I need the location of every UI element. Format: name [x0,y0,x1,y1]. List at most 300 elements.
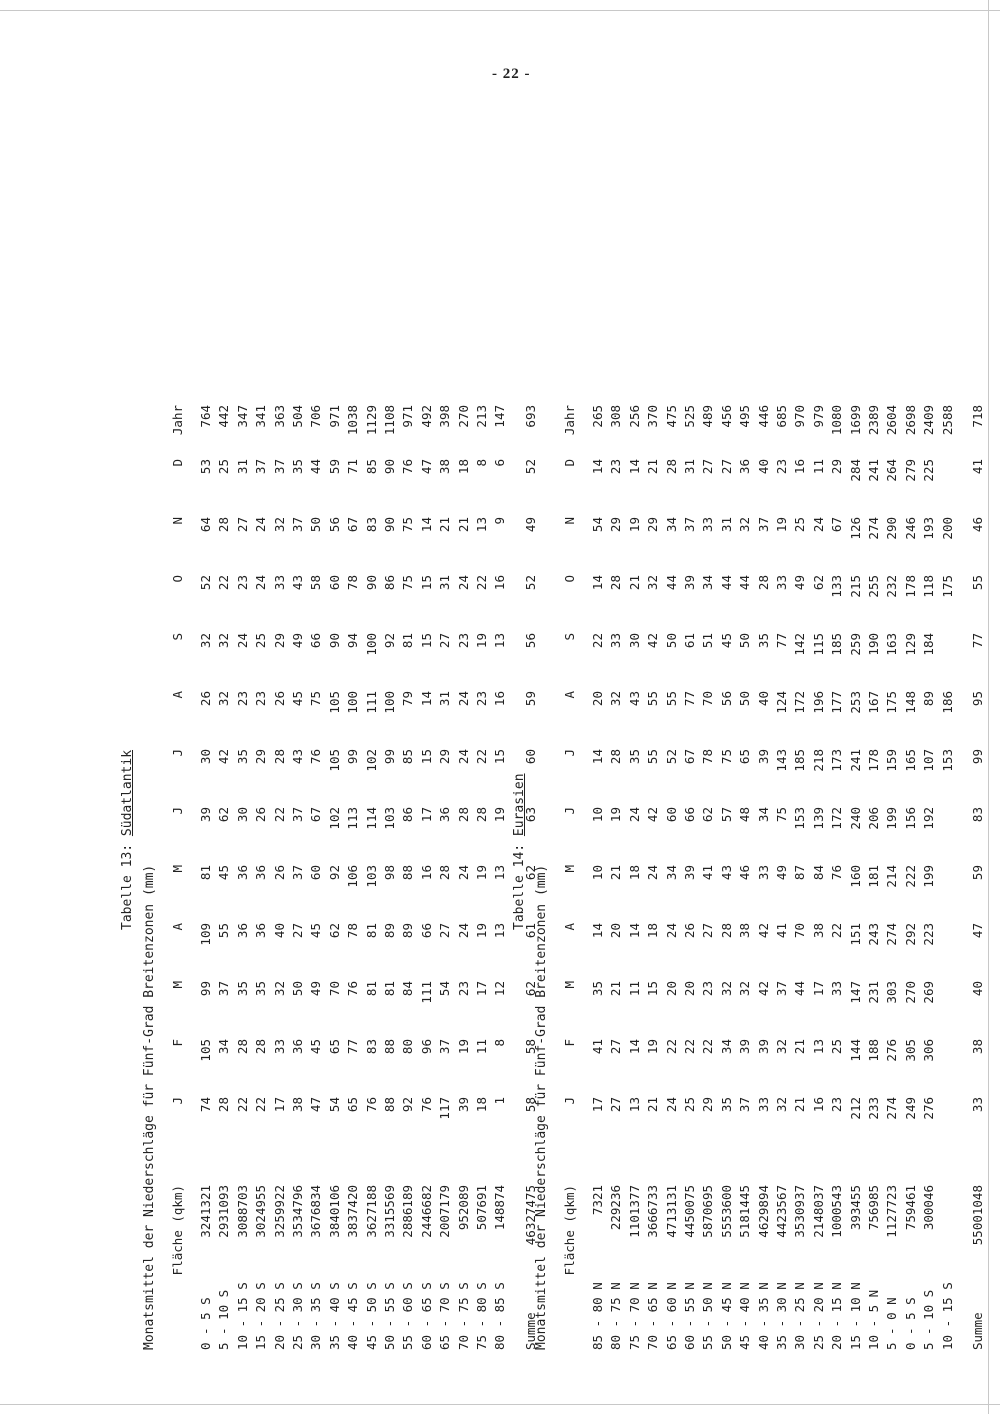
month-cell: 175 [884,691,900,714]
month-cell: 222 [902,865,918,888]
zone-label: 25 - 30 S [290,1282,305,1350]
zone-label: 50 - 55 S [382,1282,397,1350]
month-cell: 33 [271,575,287,591]
month-cell: 53 [198,459,213,475]
zone-label: 20 - 15 N [829,1282,845,1350]
sum-value: 33 [970,1097,985,1113]
month-cell: 94 [345,633,361,649]
zone-label: 60 - 65 S [418,1282,434,1350]
month-cell: 75 [400,575,416,591]
month-cell: 24 [455,691,471,707]
month-cell: 66 [308,633,324,649]
month-cell: 31 [437,575,453,591]
month-cell: 88 [382,1039,397,1055]
annual-cell: 270 [455,405,471,428]
month-cell: 102 [363,749,379,772]
month-cell: 29 [437,749,453,765]
month-cell: 76 [345,981,361,997]
column-header: M [562,865,577,873]
area-cell: 3259922 [271,1185,287,1238]
month-cell: 29 [608,517,624,533]
month-cell: 27 [608,1039,624,1055]
sum-value: 55001048 [970,1185,985,1246]
month-cell: 249 [902,1097,918,1120]
column-header: S [562,633,577,641]
month-cell: 37 [216,981,232,997]
month-cell: 105 [326,691,342,714]
month-cell: 62 [700,807,716,823]
month-cell: 14 [418,517,434,533]
month-cell: 21 [792,1039,808,1055]
month-cell: 23 [455,981,471,997]
month-cell: 66 [418,923,434,939]
annual-cell: 308 [608,405,624,428]
table-row [921,120,939,1350]
month-cell: 98 [382,865,397,881]
column-header: J [562,749,577,757]
annual-cell: 265 [590,405,605,428]
month-cell: 32 [271,981,287,997]
month-cell: 28 [474,807,489,823]
month-cell: 81 [400,633,416,649]
month-cell: 13 [492,865,508,881]
zone-label: 10 - 15 S [234,1282,250,1350]
month-cell: 30 [198,749,213,765]
month-cell: 39 [755,1039,771,1055]
month-cell: 14 [590,575,605,591]
area-cell: 4423567 [774,1185,789,1238]
month-cell: 284 [847,459,863,482]
column-header: M [170,865,185,873]
area-cell: 148874 [492,1185,508,1231]
month-cell: 185 [829,633,845,656]
zone-label: 55 - 50 N [700,1282,716,1350]
month-cell: 21 [645,459,661,475]
area-cell: 4713131 [663,1185,679,1238]
month-cell: 25 [829,1039,845,1055]
table-row [700,120,718,1350]
month-cell: 14 [590,749,605,765]
month-cell: 12 [492,981,508,997]
month-cell: 22 [271,807,287,823]
month-cell: 305 [902,1039,918,1062]
month-cell: 35 [253,981,269,997]
annual-cell: 363 [271,405,287,428]
month-cell: 25 [253,633,269,649]
month-cell: 67 [829,517,845,533]
area-cell: 2446682 [418,1185,434,1238]
sum-value: 38 [970,1039,985,1055]
column-header: A [562,923,577,931]
month-cell: 18 [626,865,642,881]
month-cell: 139 [810,807,826,830]
zone-label: 10 - 5 N [866,1289,881,1350]
month-cell: 24 [626,807,642,823]
area-cell: 4629894 [755,1185,771,1238]
month-cell: 87 [792,865,808,881]
annual-cell: 971 [326,405,342,428]
month-cell: 84 [810,865,826,881]
month-cell: 23 [829,1097,845,1113]
month-cell: 178 [866,749,881,772]
table-row [940,120,958,1350]
month-cell: 78 [700,749,716,765]
month-cell: 215 [847,575,863,598]
month-cell: 24 [253,575,269,591]
month-cell: 274 [884,923,900,946]
sum-value: 52 [522,459,538,475]
month-cell: 99 [198,981,213,997]
area-cell: 3530937 [792,1185,808,1238]
annual-cell: 347 [234,405,250,428]
month-cell: 85 [400,749,416,765]
month-cell: 33 [608,633,624,649]
month-cell: 290 [884,517,900,540]
month-cell: 75 [774,807,789,823]
month-cell: 28 [755,575,771,591]
month-cell: 50 [663,633,679,649]
month-cell: 22 [234,1097,250,1113]
month-cell: 15 [418,633,434,649]
month-cell: 42 [755,981,771,997]
month-cell: 8 [492,1039,508,1047]
month-cell: 44 [718,575,734,591]
table-row [456,120,474,1350]
month-cell: 61 [682,633,697,649]
area-cell: 7321 [590,1185,605,1216]
month-cell: 15 [645,981,661,997]
month-cell: 163 [884,633,900,656]
month-cell: 77 [682,691,697,707]
month-cell: 111 [363,691,379,714]
month-cell: 14 [590,459,605,475]
month-cell: 6 [492,459,508,467]
month-cell: 88 [382,1097,397,1113]
table-row [216,120,234,1350]
month-cell: 92 [326,865,342,881]
month-cell: 14 [590,923,605,939]
month-cell: 90 [382,517,397,533]
month-cell: 8 [474,459,489,467]
table-row [253,120,271,1350]
area-cell: 2886189 [400,1185,416,1238]
month-cell: 199 [921,865,937,888]
area-cell: 756985 [866,1185,881,1231]
month-cell: 37 [774,981,789,997]
column-header: A [170,923,185,931]
month-cell: 16 [492,575,508,591]
month-cell: 9 [492,517,508,525]
table-row [664,120,682,1350]
month-cell: 36 [234,865,250,881]
month-cell: 23 [474,691,489,707]
area-cell: 3315569 [382,1185,397,1238]
sum-value: 60 [522,749,538,765]
month-cell: 20 [608,923,624,939]
column-header: O [170,575,185,583]
zone-label: 10 - 15 S [939,1282,955,1350]
month-cell: 17 [418,807,434,823]
sum-value: 77 [970,633,985,649]
month-cell: 231 [866,981,881,1004]
month-cell: 124 [774,691,789,714]
month-cell: 28 [663,459,679,475]
month-cell: 29 [829,459,845,475]
month-cell: 22 [663,1039,679,1055]
month-cell: 37 [253,459,269,475]
sum-value: 95 [970,691,985,707]
month-cell: 26 [271,865,287,881]
month-cell: 21 [455,517,471,533]
month-cell: 32 [718,981,734,997]
month-cell: 102 [326,807,342,830]
month-cell: 27 [290,923,305,939]
month-cell: 81 [198,865,213,881]
month-cell: 175 [939,575,955,598]
month-cell: 92 [400,1097,416,1113]
month-cell: 19 [774,517,789,533]
month-cell: 52 [198,575,213,591]
month-cell: 75 [718,749,734,765]
month-cell: 37 [290,865,305,881]
month-cell: 62 [810,575,826,591]
month-cell: 67 [682,749,697,765]
sum-value: 52 [522,575,538,591]
sum-value: 62 [522,981,538,997]
month-cell: 67 [308,807,324,823]
month-cell: 51 [700,633,716,649]
month-cell: 36 [253,923,269,939]
area-cell: 5553600 [718,1185,734,1238]
table-13-caption-title: Südatlantik [120,749,135,837]
month-cell: 76 [829,865,845,881]
area-cell: 3627188 [363,1185,379,1238]
area-cell: 300046 [921,1185,937,1231]
month-cell: 240 [847,807,863,830]
table-14-caption-title: Eurasien [512,773,527,837]
table-13-heading: Monatsmittel der Niederschläge für Fünf-Grad Breitenzonen (mm) [142,864,157,1350]
month-cell: 48 [737,807,753,823]
month-cell: 77 [774,633,789,649]
month-cell: 85 [363,459,379,475]
sum-label: Summe [970,1312,985,1350]
month-cell: 35 [234,749,250,765]
month-cell: 255 [866,575,881,598]
month-cell: 90 [363,575,379,591]
month-cell: 22 [253,1097,269,1113]
month-cell: 62 [326,923,342,939]
sum-value: 56 [522,633,538,649]
table-row [308,120,326,1350]
month-cell: 35 [590,981,605,997]
table-row [327,120,345,1350]
area-cell: 4450075 [682,1185,697,1238]
month-cell: 144 [847,1039,863,1062]
month-cell: 42 [755,923,771,939]
month-cell: 10 [590,865,605,881]
annual-cell: 970 [792,405,808,428]
month-cell: 25 [792,517,808,533]
month-cell: 44 [792,981,808,997]
table-row [492,120,510,1350]
month-cell: 32 [774,1097,789,1113]
sum-value: 59 [970,865,985,881]
area-cell: 3837420 [345,1185,361,1238]
table-row [866,120,884,1350]
annual-cell: 2604 [884,405,900,436]
month-cell: 81 [382,981,397,997]
month-cell: 23 [700,981,716,997]
month-cell: 15 [418,575,434,591]
month-cell: 30 [626,633,642,649]
month-cell: 39 [737,1039,753,1055]
table-13 [120,120,538,1350]
zone-label: 60 - 55 N [682,1282,697,1350]
month-cell: 27 [608,1097,624,1113]
zone-label: 0 - 5 S [198,1297,213,1350]
annual-cell: 2698 [902,405,918,436]
month-cell: 30 [234,807,250,823]
sum-value: 63 [522,807,538,823]
month-cell: 103 [382,807,397,830]
month-cell: 28 [608,575,624,591]
zone-label: 50 - 45 N [718,1282,734,1350]
month-cell: 26 [253,807,269,823]
month-cell: 172 [792,691,808,714]
month-cell: 39 [198,807,213,823]
zone-label: 35 - 30 N [774,1282,789,1350]
month-cell: 184 [921,633,937,656]
month-cell: 11 [474,1039,489,1055]
month-cell: 34 [216,1039,232,1055]
annual-cell: 398 [437,405,453,428]
month-cell: 36 [290,1039,305,1055]
month-cell: 11 [810,459,826,475]
area-cell: 393455 [847,1185,863,1231]
zone-label: 0 - 5 S [902,1297,918,1350]
month-cell: 36 [437,807,453,823]
month-cell: 58 [308,575,324,591]
month-cell: 306 [921,1039,937,1062]
month-cell: 24 [234,633,250,649]
month-cell: 22 [590,633,605,649]
month-cell: 22 [700,1039,716,1055]
annual-cell: 979 [810,405,826,428]
month-cell: 36 [737,459,753,475]
month-cell: 23 [234,691,250,707]
sum-value: 40 [970,981,985,997]
zone-label: 75 - 80 S [474,1282,489,1350]
month-cell: 181 [866,865,881,888]
month-cell: 32 [271,517,287,533]
month-cell: 22 [216,575,232,591]
month-cell: 47 [308,1097,324,1113]
month-cell: 43 [290,749,305,765]
month-cell: 66 [682,807,697,823]
area-cell: 3840106 [326,1185,342,1238]
annual-cell: 1080 [829,405,845,436]
month-cell: 41 [700,865,716,881]
month-cell: 90 [326,633,342,649]
month-cell: 50 [737,633,753,649]
area-cell: 3088703 [234,1185,250,1238]
month-cell: 40 [271,923,287,939]
month-cell: 16 [492,691,508,707]
column-header: M [170,981,185,989]
month-cell: 27 [700,923,716,939]
table-14-heading: Monatsmittel der Niederschläge für Fünf-Grad Breitenzonen (mm) [534,864,549,1350]
month-cell: 19 [474,923,489,939]
month-cell: 33 [829,981,845,997]
area-cell: 3676834 [308,1185,324,1238]
annual-cell: 442 [216,405,232,428]
month-cell: 178 [902,575,918,598]
month-cell: 292 [902,923,918,946]
month-cell: 29 [253,749,269,765]
month-cell: 56 [326,517,342,533]
annual-cell: 213 [474,405,489,428]
month-cell: 133 [829,575,845,598]
month-cell: 28 [216,1097,232,1113]
sum-value: 46 [970,517,985,533]
area-cell: 1000543 [829,1185,845,1238]
month-cell: 84 [400,981,416,997]
month-cell: 113 [345,807,361,830]
month-cell: 26 [682,923,697,939]
month-cell: 39 [682,865,697,881]
sum-value: 693 [522,405,538,428]
area-cell: 952089 [455,1185,471,1231]
month-cell: 111 [418,981,434,1004]
month-cell: 70 [792,923,808,939]
month-cell: 27 [700,459,716,475]
sum-value: 58 [522,1039,538,1055]
zone-label: 80 - 85 S [492,1282,508,1350]
month-cell: 37 [737,1097,753,1113]
table-row [198,120,216,1350]
sum-value: 58 [522,1097,538,1113]
month-cell: 19 [474,865,489,881]
column-header: D [170,459,185,467]
annual-cell: 1108 [382,405,397,436]
month-cell: 76 [400,459,416,475]
month-cell: 89 [400,923,416,939]
month-cell: 148 [902,691,918,714]
month-cell: 77 [345,1039,361,1055]
month-cell: 90 [382,459,397,475]
month-cell: 45 [308,923,324,939]
area-cell: 2931093 [216,1185,232,1238]
month-cell: 75 [400,517,416,533]
month-cell: 190 [866,633,881,656]
month-cell: 34 [700,575,716,591]
month-cell: 29 [645,517,661,533]
month-cell: 117 [437,1097,453,1120]
month-cell: 75 [308,691,324,707]
annual-cell: 489 [700,405,716,428]
month-cell: 13 [492,633,508,649]
sum-value: 62 [522,865,538,881]
area-cell: 5870695 [700,1185,716,1238]
month-cell: 10 [590,807,605,823]
annual-cell: 504 [290,405,305,428]
month-cell: 35 [718,1097,734,1113]
annual-cell: 706 [308,405,324,428]
month-cell: 81 [363,923,379,939]
column-header: A [170,691,185,699]
month-cell: 86 [400,807,416,823]
month-cell: 19 [626,517,642,533]
